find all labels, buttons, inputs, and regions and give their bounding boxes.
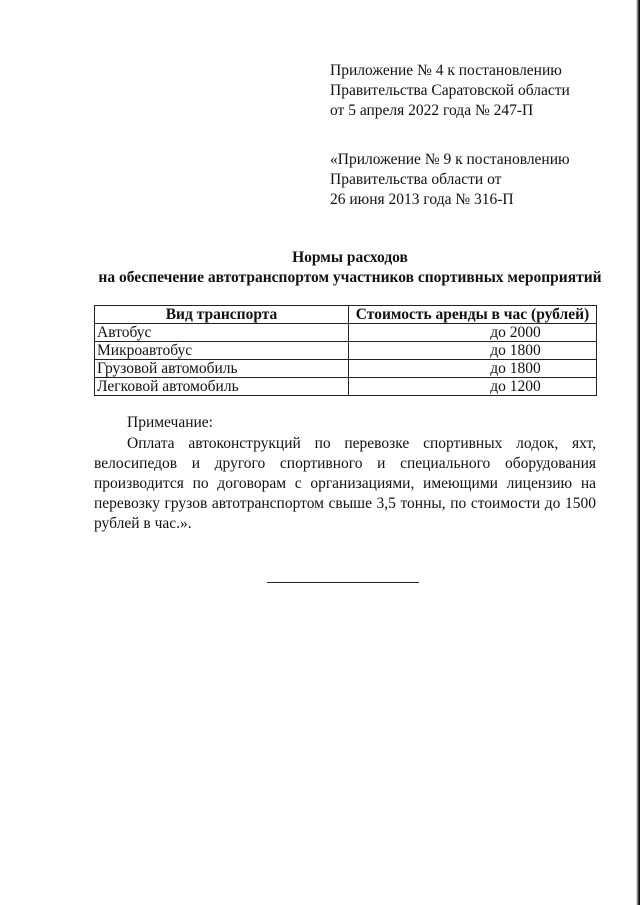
rental-cost-cell: до 2000 [349, 324, 597, 342]
column-header-rental-cost: Стоимость аренды в час (рублей) [349, 306, 597, 324]
transport-type-cell: Автобус [95, 324, 349, 342]
column-header-transport-type: Вид транспорта [95, 306, 349, 324]
transport-type-cell: Легковой автомобиль [95, 378, 349, 396]
annex-reference-original [330, 150, 570, 210]
transport-cost-table [94, 305, 597, 396]
annex-line: Приложение № 4 к постановлению [330, 62, 562, 79]
note-heading: Примечание: [127, 414, 213, 431]
rental-cost-cell: до 1800 [349, 342, 597, 360]
table-row [95, 324, 597, 342]
annex-line: 26 июня 2013 года № 316-П [330, 191, 514, 208]
document-title [60, 248, 640, 288]
annex-line: «Приложение № 9 к постановлению [330, 151, 570, 168]
table-row [95, 342, 597, 360]
table-row [95, 378, 597, 396]
title-line-1: Нормы расходов [292, 249, 408, 266]
closing-divider-line [267, 582, 419, 583]
note-paragraph: Оплата автоконструкций по перевозке спортивных лодок, яхт, велосипедов и другого спортивного и специального оборудования производится по договорам с организациями, имеющими лицензию на перевозку грузов автотранспортом свыше 3,5 тонны, по стоимости до 1500 рублей в час.». [94, 435, 596, 532]
title-line-2: на обеспечение автотранспортом участников спортивных мероприятий [98, 269, 602, 286]
rental-cost-cell: до 1200 [349, 378, 597, 396]
annex-line: Правительства Саратовской области [330, 82, 570, 99]
transport-type-cell: Грузовой автомобиль [95, 360, 349, 378]
annex-reference-current [330, 61, 570, 121]
rental-cost-cell: до 1800 [349, 360, 597, 378]
table-row [95, 360, 597, 378]
annex-line: от 5 апреля 2022 года № 247-П [330, 102, 534, 119]
annex-line: Правительства области от [330, 171, 502, 188]
table-header-row [95, 306, 597, 324]
scan-edge-shadow [636, 0, 640, 905]
transport-type-cell: Микроавтобус [95, 342, 349, 360]
